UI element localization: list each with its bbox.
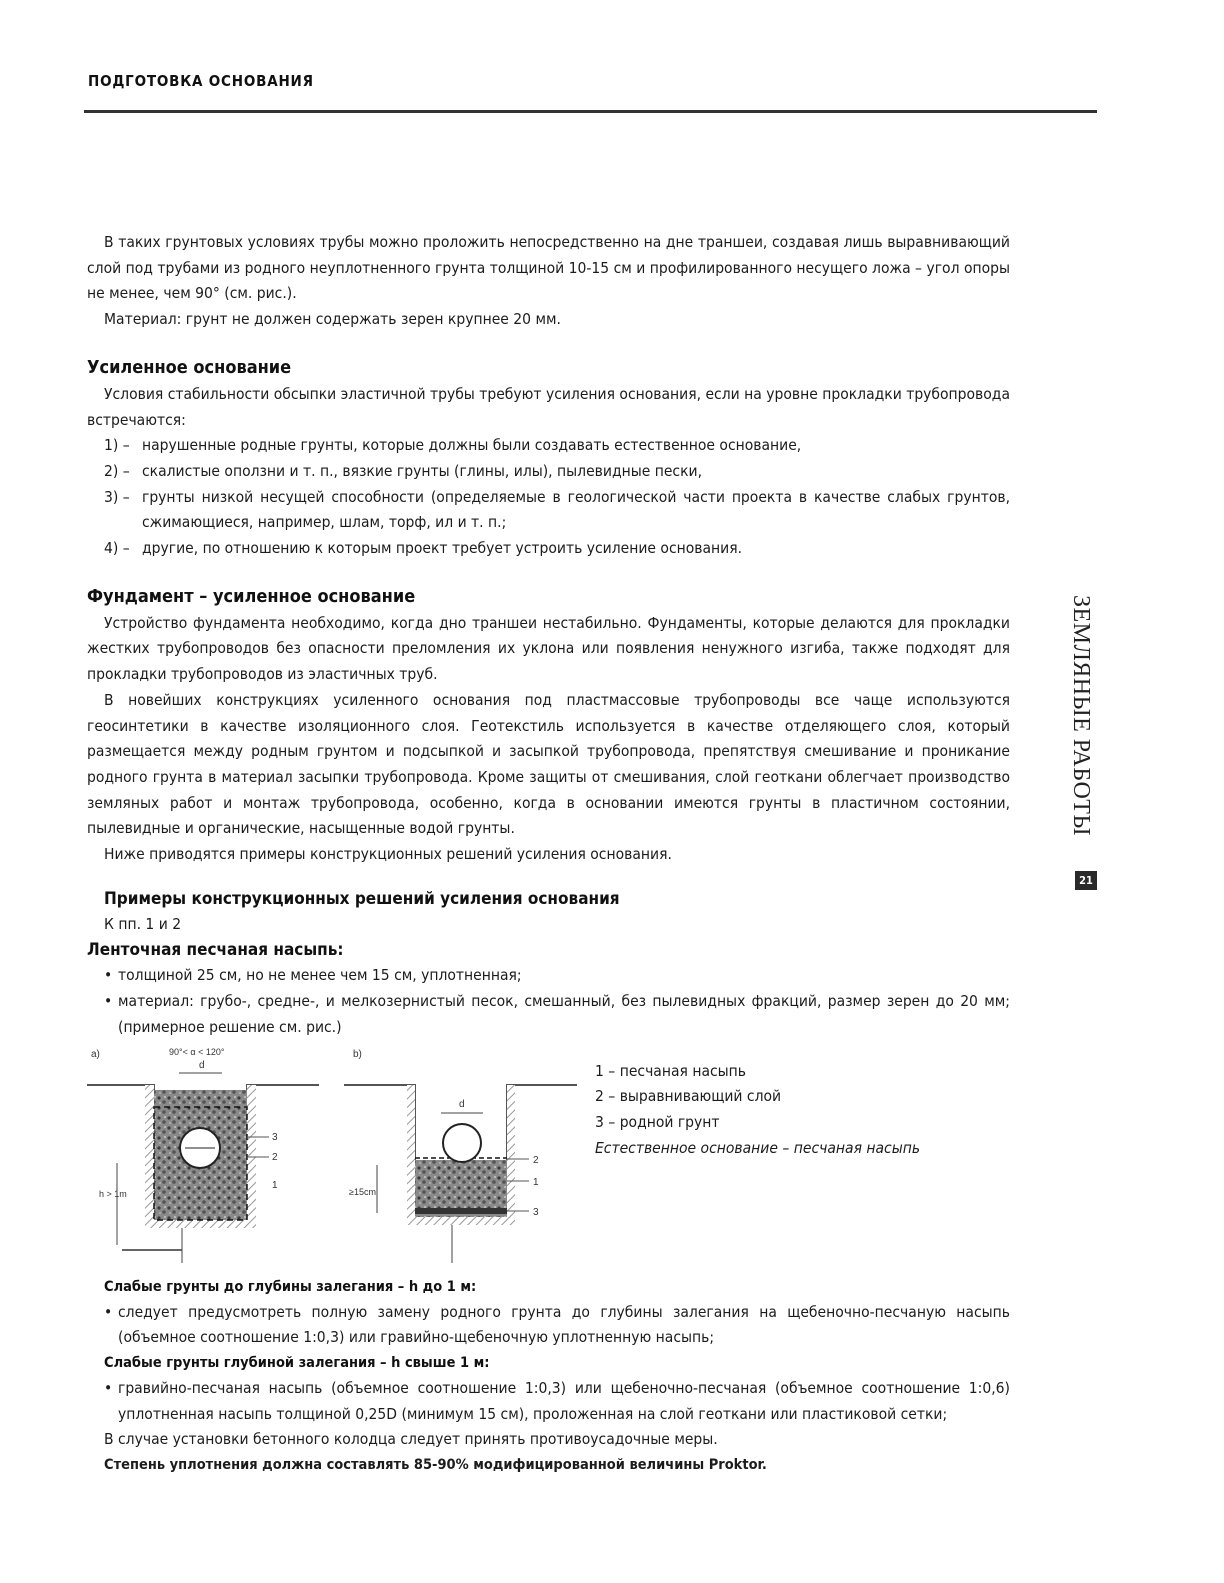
list-item: 3) – грунты низкой несущей способности (определяемые в геологической части проекта в качестве слабых грунтов, сжимающиеся, например, шлам, торф, ил и т. п.;: [104, 487, 1010, 532]
foundation-paragraph-2: В новейших конструкциях усиленного основания под пластмассовые трубопроводы все чаще используются геосинтетики в качестве изоляционного слоя. Геотекстиль используется в качестве отделяющего слоя, который размещается между родным грунтом и подсыпкой и засыпкой трубопровода, препятствуя смешивание и проникание родного грунта в материал засыпки трубопровода. Кроме защиты от смешивания, слой геоткани облегчает производство земляных работ и монтаж трубопровода, особенно, когда в основании имеются грунты в пластичном состоянии, пылевидные и органические, насыщенные водой грунты.: [87, 690, 1010, 838]
legend-item: 1 – песчаная насыпь: [595, 1061, 747, 1080]
header-divider: [84, 110, 1097, 113]
heading-weak-soils-1: Слабые грунты до глубины залегания – h до 1 м:: [104, 1278, 477, 1295]
diameter-label-a: d: [199, 1059, 205, 1071]
label-a: a): [91, 1048, 100, 1060]
heading-reinforced: Усиленное основание: [87, 356, 292, 378]
number-2-b: 2: [533, 1154, 539, 1166]
list-item: • следует предусмотреть полную замену родного грунта до глубины залегания на щебеночно-песчаную насыпь (объемное соотношение 1:0,3) или гравийно-щебеночную уплотненную насыпь;: [104, 1302, 1010, 1347]
number-1-a: 1: [272, 1179, 278, 1191]
closing-paragraph: В случае установки бетонного колодца следует принять противоусадочные меры.: [104, 1430, 718, 1449]
list-item: 1) – нарушенные родные грунты, которые должны были создавать естественное основание,: [104, 436, 802, 455]
intro-material: Материал: грунт не должен содержать зерен крупнее 20 мм.: [104, 310, 561, 329]
examples-ref: К пп. 1 и 2: [104, 914, 182, 933]
heading-examples: Примеры конструкционных решений усиления основания: [104, 888, 620, 909]
weak-soils-2-list: [87, 1376, 1010, 1427]
reinforced-list: [87, 433, 1010, 562]
depth-label-a: h > 1m: [99, 1188, 127, 1199]
legend-item: 3 – родной грунт: [595, 1112, 720, 1131]
strip-fill-list: [87, 963, 1010, 1040]
figure-row: [87, 1045, 1010, 1275]
list-item: 2) – скалистые оползни и т. п., вязкие грунты (глины, илы), пылевидные пески,: [104, 461, 703, 480]
figure-legend: [595, 1059, 920, 1275]
list-item: • толщиной 25 см, но не менее чем 15 см, уплотненная;: [104, 966, 522, 985]
angle-label: 90°< α < 120°: [169, 1046, 225, 1057]
depth-label-b: ≥15cm: [349, 1186, 376, 1197]
label-b: b): [353, 1048, 362, 1060]
figure-caption: Естественное основание – песчаная насыпь: [595, 1138, 921, 1157]
foundation-paragraph-3: Ниже приводятся примеры конструкционных решений усиления основания.: [104, 845, 672, 864]
intro-paragraph: В таких грунтовых условиях трубы можно проложить непосредственно на дне траншеи, создавая лишь выравнивающий слой под трубами из родного неуплотненного грунта толщиной 10-15 см и профилированного несущего ложа – угол опоры не менее, чем 90° (см. рис.).: [87, 233, 1010, 303]
heading-weak-soils-2: Слабые грунты глубиной залегания – h свыше 1 м:: [104, 1354, 490, 1371]
closing-bold-note: Степень уплотнения должна составлять 85-90% модифицированной величины Proktor.: [104, 1457, 767, 1474]
heading-strip-fill: Ленточная песчаная насыпь:: [87, 940, 344, 961]
list-item: • материал: грубо-, средне-, и мелкозернистый песок, смешанный, без пылевидных фракций, размер зерен до 20 мм; (примерное решение см. рис.): [104, 992, 1010, 1036]
number-2-a: 2: [272, 1151, 278, 1163]
number-3-a: 3: [272, 1131, 278, 1143]
list-item: 4) – другие, по отношению к которым проект требует устроить усиление основания.: [104, 539, 743, 558]
foundation-paragraph-1: Устройство фундамента необходимо, когда дно траншеи нестабильно. Фундаменты, которые делаются для прокладки жестких трубопроводов без опасности преломления их уклона или появления ненужного изгиба, также подходят для прокладки трубопроводов из эластичных труб.: [87, 613, 1010, 684]
trench-diagram: [87, 1045, 587, 1267]
page-body: [87, 230, 1010, 1479]
reinforced-paragraph: Условия стабильности обсыпки эластичной трубы требуют усиления основания, если на уровне прокладки трубопровода встречаются:: [87, 384, 1010, 429]
pipe-b: [443, 1124, 481, 1162]
section-side-title: ЗЕМЛЯНЫЕ РАБОТЫ: [1068, 595, 1094, 836]
page-number: 21: [1075, 871, 1097, 890]
running-header: ПОДГОТОВКА ОСНОВАНИЯ: [88, 72, 314, 90]
diameter-label-b: d: [459, 1098, 465, 1110]
number-3-b: 3: [533, 1206, 539, 1218]
number-1-b: 1: [533, 1176, 539, 1188]
list-item: • гравийно-песчаная насыпь (объемное соотношение 1:0,3) или щебеночно-песчаная (объемное соотношение 1:0,6) уплотненная насыпь толщиной 0,25D (минимум 15 см), проложенная на слой геоткани или пластиковой сетки;: [104, 1378, 1010, 1423]
weak-soils-1-list: [87, 1300, 1010, 1351]
legend-item: 2 – выравнивающий слой: [595, 1087, 782, 1106]
heading-foundation: Фундамент – усиленное основание: [87, 585, 416, 607]
